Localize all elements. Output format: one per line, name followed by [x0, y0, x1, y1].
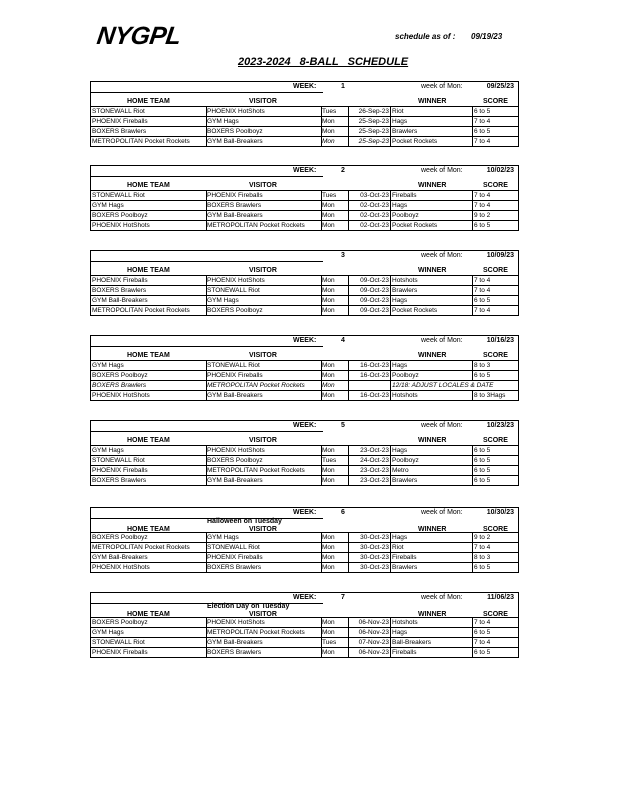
holiday-note: Election Day on Tuesday [207, 603, 290, 610]
game-day: Mon [322, 477, 335, 484]
winner-header: WINNER [418, 611, 447, 618]
game-score: 7 to 4 [474, 202, 491, 209]
game-score: 6 to 5 [474, 564, 491, 571]
game-row [91, 617, 518, 627]
home-team: GYM Hags [92, 362, 124, 369]
visitor-team: BOXERS Brawlers [207, 649, 262, 656]
home-team: BOXERS Brawlers [92, 128, 147, 135]
game-day: Mon [322, 447, 335, 454]
game-row [91, 275, 518, 285]
week-number: 7 [341, 594, 345, 601]
game-row [91, 200, 518, 210]
winner-header: WINNER [418, 437, 447, 444]
game-date: 09-Oct-23 [360, 277, 389, 284]
game-winner: Brawlers [392, 564, 418, 571]
week-header [91, 166, 518, 176]
game-row [91, 220, 518, 230]
game-winner: Hags [392, 118, 408, 125]
game-row [91, 637, 518, 647]
game-row [91, 136, 518, 146]
week-divider [91, 92, 323, 93]
game-score: 8 to 3Hags [474, 392, 506, 399]
game-date: 03-Oct-23 [360, 192, 389, 199]
home-team: METROPOLITAN Pocket Rockets [92, 138, 190, 145]
week-block [90, 165, 519, 231]
as-of-date: 09/19/23 [471, 32, 503, 41]
winner-header: WINNER [418, 267, 447, 274]
game-day: Mon [322, 544, 335, 551]
visitor-team: METROPOLITAN Pocket Rockets [207, 467, 305, 474]
visitor-team: BOXERS Poolboyz [207, 128, 263, 135]
visitor-header: VISITOR [249, 98, 277, 105]
game-score: 6 to 5 [474, 477, 491, 484]
week-block [90, 81, 519, 147]
week-of-label: week of Mon: [421, 422, 463, 429]
game-row [91, 295, 518, 305]
game-day: Mon [322, 362, 335, 369]
game-winner: Hags [392, 534, 408, 541]
home-team: GYM Hags [92, 629, 124, 636]
game-row [91, 465, 518, 475]
game-date: 06-Nov-23 [358, 649, 389, 656]
score-header: SCORE [483, 267, 508, 274]
game-score: 6 to 5 [474, 467, 491, 474]
game-row [91, 647, 518, 657]
game-date: 30-Oct-23 [360, 544, 389, 551]
visitor-header: VISITOR [249, 526, 277, 533]
score-header: SCORE [483, 611, 508, 618]
game-day: Mon [322, 297, 335, 304]
week-of-label: week of Mon: [421, 83, 463, 90]
games-table [91, 275, 518, 315]
game-day: Mon [322, 118, 335, 125]
game-date: 23-Oct-23 [360, 477, 389, 484]
week-header [91, 336, 518, 346]
games-table [91, 360, 518, 400]
game-winner: 12/18: ADJUST LOCALES & DATE [392, 382, 494, 389]
week-number: 1 [341, 83, 345, 90]
visitor-team: PHOENIX HotShots [207, 108, 265, 115]
game-row [91, 360, 518, 370]
game-winner: Hags [392, 362, 408, 369]
week-date: 11/06/23 [487, 594, 514, 601]
home-team: STONEWALL Riot [92, 192, 145, 199]
game-day: Mon [322, 287, 335, 294]
game-row [91, 542, 518, 552]
game-date: 07-Nov-23 [358, 639, 389, 646]
visitor-team: GYM Ball-Breakers [207, 138, 263, 145]
game-date: 02-Oct-23 [360, 212, 389, 219]
game-date: 26-Sep-23 [358, 108, 389, 115]
game-score: 6 to 5 [474, 629, 491, 636]
visitor-team: METROPOLITAN Pocket Rockets [207, 382, 305, 389]
game-row [91, 370, 518, 380]
game-winner: Riot [392, 544, 404, 551]
game-score: 9 to 2 [474, 534, 491, 541]
game-winner: Brawlers [392, 287, 418, 294]
game-date: 09-Oct-23 [360, 307, 389, 314]
game-day: Mon [322, 382, 335, 389]
home-team: PHOENIX HotShots [92, 392, 150, 399]
home-team: PHOENIX Fireballs [92, 277, 148, 284]
game-day: Mon [322, 222, 335, 229]
game-day: Mon [322, 212, 335, 219]
visitor-team: STONEWALL Riot [207, 362, 260, 369]
week-block [90, 335, 519, 401]
visitor-team: PHOENIX HotShots [207, 619, 265, 626]
week-number: 6 [341, 509, 345, 516]
game-winner: Pocket Rockets [392, 222, 438, 229]
game-day: Mon [322, 564, 335, 571]
home-team: BOXERS Poolboyz [92, 372, 148, 379]
game-day: Mon [322, 372, 335, 379]
visitor-header: VISITOR [249, 352, 277, 359]
home-team: PHOENIX HotShots [92, 564, 150, 571]
home-team: BOXERS Poolboyz [92, 212, 148, 219]
game-row [91, 190, 518, 200]
game-date: 23-Oct-23 [360, 447, 389, 454]
game-day: Mon [322, 307, 335, 314]
game-day: Tues [322, 108, 337, 115]
home-team: GYM Ball-Breakers [92, 297, 148, 304]
visitor-team: PHOENIX HotShots [207, 277, 265, 284]
week-date: 10/23/23 [486, 422, 514, 429]
game-winner: Hags [392, 447, 408, 454]
week-date: 10/09/23 [486, 252, 514, 259]
score-header: SCORE [483, 526, 508, 533]
home-team-header: HOME TEAM [127, 352, 170, 359]
score-header: SCORE [483, 98, 508, 105]
game-date: 23-Oct-23 [360, 467, 389, 474]
game-date: 30-Oct-23 [360, 554, 389, 561]
games-table [91, 445, 518, 485]
game-score: 6 to 5 [474, 108, 491, 115]
home-team: PHOENIX HotShots [92, 222, 150, 229]
home-team: PHOENIX Fireballs [92, 649, 148, 656]
visitor-team: PHOENIX Fireballs [207, 554, 263, 561]
week-number: 5 [341, 422, 345, 429]
game-day: Mon [322, 554, 335, 561]
visitor-team: METROPOLITAN Pocket Rockets [207, 222, 305, 229]
winner-header: WINNER [418, 526, 447, 533]
game-day: Mon [322, 534, 335, 541]
game-row [91, 210, 518, 220]
home-team-header: HOME TEAM [127, 437, 170, 444]
game-score: 7 to 4 [474, 619, 491, 626]
game-winner: Hotshots [392, 277, 418, 284]
week-of-label: week of Mon: [421, 594, 463, 601]
week-label: WEEK: [293, 337, 317, 344]
game-row [91, 390, 518, 400]
visitor-team: GYM Ball-Breakers [207, 477, 263, 484]
game-winner: Fireballs [392, 192, 417, 199]
game-row [91, 126, 518, 136]
game-winner: Riot [392, 108, 404, 115]
home-team: BOXERS Brawlers [92, 287, 147, 294]
home-team-header: HOME TEAM [127, 611, 170, 618]
game-date: 30-Oct-23 [360, 534, 389, 541]
game-row [91, 627, 518, 637]
game-row [91, 106, 518, 116]
game-score: 6 to 5 [474, 222, 491, 229]
game-date: 16-Oct-23 [360, 392, 389, 399]
game-row [91, 532, 518, 542]
game-score: 7 to 4 [474, 307, 491, 314]
games-table [91, 617, 518, 657]
week-block [90, 507, 519, 573]
visitor-team: BOXERS Brawlers [207, 564, 262, 571]
visitor-header: VISITOR [249, 437, 277, 444]
home-team: PHOENIX Fireballs [92, 118, 148, 125]
game-winner: Pocket Rockets [392, 307, 438, 314]
week-number: 3 [341, 252, 345, 259]
visitor-team: PHOENIX Fireballs [207, 372, 263, 379]
week-of-label: week of Mon: [421, 252, 463, 259]
home-team: METROPOLITAN Pocket Rockets [92, 544, 190, 551]
games-table [91, 106, 518, 146]
game-day: Tues [322, 639, 337, 646]
visitor-team: GYM Hags [207, 118, 239, 125]
game-score: 6 to 5 [474, 128, 491, 135]
game-winner: Hotshots [392, 619, 418, 626]
visitor-header: VISITOR [249, 611, 277, 618]
game-date: 09-Oct-23 [360, 297, 389, 304]
week-of-label: week of Mon: [421, 167, 463, 174]
game-score: 6 to 5 [474, 372, 491, 379]
games-table [91, 532, 518, 572]
game-date: 25-Sep-23 [358, 128, 389, 135]
visitor-team: PHOENIX HotShots [207, 447, 265, 454]
game-day: Mon [322, 392, 335, 399]
home-team: GYM Hags [92, 447, 124, 454]
week-label: WEEK: [293, 167, 317, 174]
game-row [91, 380, 518, 390]
game-row [91, 305, 518, 315]
game-date: 30-Oct-23 [360, 564, 389, 571]
game-date: 25-Sep-23 [358, 118, 389, 125]
game-winner: Hags [392, 297, 408, 304]
week-header [91, 421, 518, 431]
game-winner: Metro [392, 467, 409, 474]
winner-header: WINNER [418, 98, 447, 105]
home-team: METROPOLITAN Pocket Rockets [92, 307, 190, 314]
home-team: BOXERS Brawlers [92, 477, 147, 484]
game-score: 6 to 5 [474, 457, 491, 464]
week-block [90, 592, 519, 658]
week-block [90, 250, 519, 316]
visitor-team: GYM Hags [207, 297, 239, 304]
week-divider [91, 346, 323, 347]
winner-header: WINNER [418, 352, 447, 359]
week-divider [91, 261, 323, 262]
visitor-team: STONEWALL Riot [207, 287, 260, 294]
week-date: 10/02/23 [486, 167, 514, 174]
week-label: WEEK: [293, 422, 317, 429]
week-date: 10/30/23 [486, 509, 514, 516]
game-score: 6 to 5 [474, 649, 491, 656]
home-team: STONEWALL Riot [92, 108, 145, 115]
game-day: Mon [322, 629, 335, 636]
game-score: 7 to 4 [474, 277, 491, 284]
home-team-header: HOME TEAM [127, 267, 170, 274]
week-header [91, 82, 518, 92]
game-day: Mon [322, 467, 335, 474]
game-date: 24-Oct-23 [360, 457, 389, 464]
game-day: Mon [322, 619, 335, 626]
game-score: 8 to 3 [474, 362, 491, 369]
game-row [91, 116, 518, 126]
week-of-label: week of Mon: [421, 337, 463, 344]
score-header: SCORE [483, 182, 508, 189]
game-date: 02-Oct-23 [360, 222, 389, 229]
game-score: 9 to 2 [474, 212, 491, 219]
game-score: 6 to 5 [474, 447, 491, 454]
visitor-team: GYM Ball-Breakers [207, 639, 263, 646]
game-score: 7 to 4 [474, 287, 491, 294]
home-team: BOXERS Poolboyz [92, 619, 148, 626]
game-winner: Ball-Breakers [392, 639, 432, 646]
game-date: 06-Nov-23 [358, 629, 389, 636]
home-team-header: HOME TEAM [127, 98, 170, 105]
games-table [91, 190, 518, 230]
game-row [91, 475, 518, 485]
league-logo: NYGPL [95, 22, 183, 50]
home-team: PHOENIX Fireballs [92, 467, 148, 474]
game-winner: Pocket Rockets [392, 138, 438, 145]
game-winner: Hags [392, 629, 408, 636]
visitor-team: METROPOLITAN Pocket Rockets [207, 629, 305, 636]
home-team: STONEWALL Riot [92, 639, 145, 646]
week-header [91, 593, 518, 603]
visitor-team: BOXERS Poolboyz [207, 307, 263, 314]
visitor-team: GYM Hags [207, 534, 239, 541]
week-date: 10/16/23 [486, 337, 514, 344]
game-date: 16-Oct-23 [360, 362, 389, 369]
home-team: GYM Hags [92, 202, 124, 209]
game-score: 8 to 3 [474, 554, 491, 561]
game-row [91, 455, 518, 465]
game-winner: Poolboyz [392, 372, 419, 379]
week-header [91, 508, 518, 518]
home-team: GYM Ball-Breakers [92, 554, 148, 561]
game-date: 16-Oct-23 [360, 372, 389, 379]
game-winner: Brawlers [392, 477, 418, 484]
game-score: 7 to 4 [474, 118, 491, 125]
game-day: Tues [322, 192, 337, 199]
game-day: Mon [322, 649, 335, 656]
visitor-team: PHOENIX Fireballs [207, 192, 263, 199]
as-of-label: schedule as of : [395, 32, 456, 41]
holiday-note: Halloween on Tuesday [207, 518, 282, 525]
home-team: STONEWALL Riot [92, 457, 145, 464]
home-team-header: HOME TEAM [127, 182, 170, 189]
week-label: WEEK: [293, 83, 317, 90]
winner-header: WINNER [418, 182, 447, 189]
game-day: Mon [322, 202, 335, 209]
week-number: 4 [341, 337, 345, 344]
game-winner: Hags [392, 202, 408, 209]
game-date: 25-Sep-23 [358, 138, 389, 145]
game-winner: Fireballs [392, 649, 417, 656]
visitor-team: BOXERS Poolboyz [207, 457, 263, 464]
game-date: 06-Nov-23 [358, 619, 389, 626]
home-team: BOXERS Brawlers [92, 382, 147, 389]
visitor-team: BOXERS Brawlers [207, 202, 262, 209]
week-divider [91, 176, 323, 177]
week-number: 2 [341, 167, 345, 174]
game-row [91, 552, 518, 562]
game-day: Mon [322, 128, 335, 135]
home-team: BOXERS Poolboyz [92, 534, 148, 541]
week-date: 09/25/23 [486, 83, 514, 90]
game-day: Tues [322, 457, 337, 464]
game-winner: Brawlers [392, 128, 418, 135]
score-header: SCORE [483, 437, 508, 444]
week-label: WEEK: [293, 509, 317, 516]
game-score: 7 to 4 [474, 138, 491, 145]
schedule-title: 2023-2024 8-BALL SCHEDULE [238, 56, 409, 68]
game-row [91, 445, 518, 455]
game-score: 7 to 4 [474, 639, 491, 646]
game-winner: Hotshots [392, 392, 418, 399]
game-score: 7 to 4 [474, 192, 491, 199]
week-divider [91, 431, 323, 432]
visitor-team: STONEWALL Riot [207, 544, 260, 551]
week-block [90, 420, 519, 486]
score-header: SCORE [483, 352, 508, 359]
week-of-label: week of Mon: [421, 509, 463, 516]
game-date: 02-Oct-23 [360, 202, 389, 209]
game-score: 7 to 4 [474, 544, 491, 551]
game-date: 09-Oct-23 [360, 287, 389, 294]
game-row [91, 285, 518, 295]
game-day: Mon [322, 138, 335, 145]
game-row [91, 562, 518, 572]
visitor-header: VISITOR [249, 182, 277, 189]
game-winner: Poolboyz [392, 212, 419, 219]
week-label: WEEK: [293, 594, 317, 601]
visitor-header: VISITOR [249, 267, 277, 274]
week-header [91, 251, 518, 261]
visitor-team: GYM Ball-Breakers [207, 392, 263, 399]
game-winner: Poolboyz [392, 457, 419, 464]
game-score: 6 to 5 [474, 297, 491, 304]
visitor-team: GYM Ball-Breakers [207, 212, 263, 219]
game-day: Mon [322, 277, 335, 284]
schedule-as-of [395, 32, 503, 41]
home-team-header: HOME TEAM [127, 526, 170, 533]
game-winner: Fireballs [392, 554, 417, 561]
